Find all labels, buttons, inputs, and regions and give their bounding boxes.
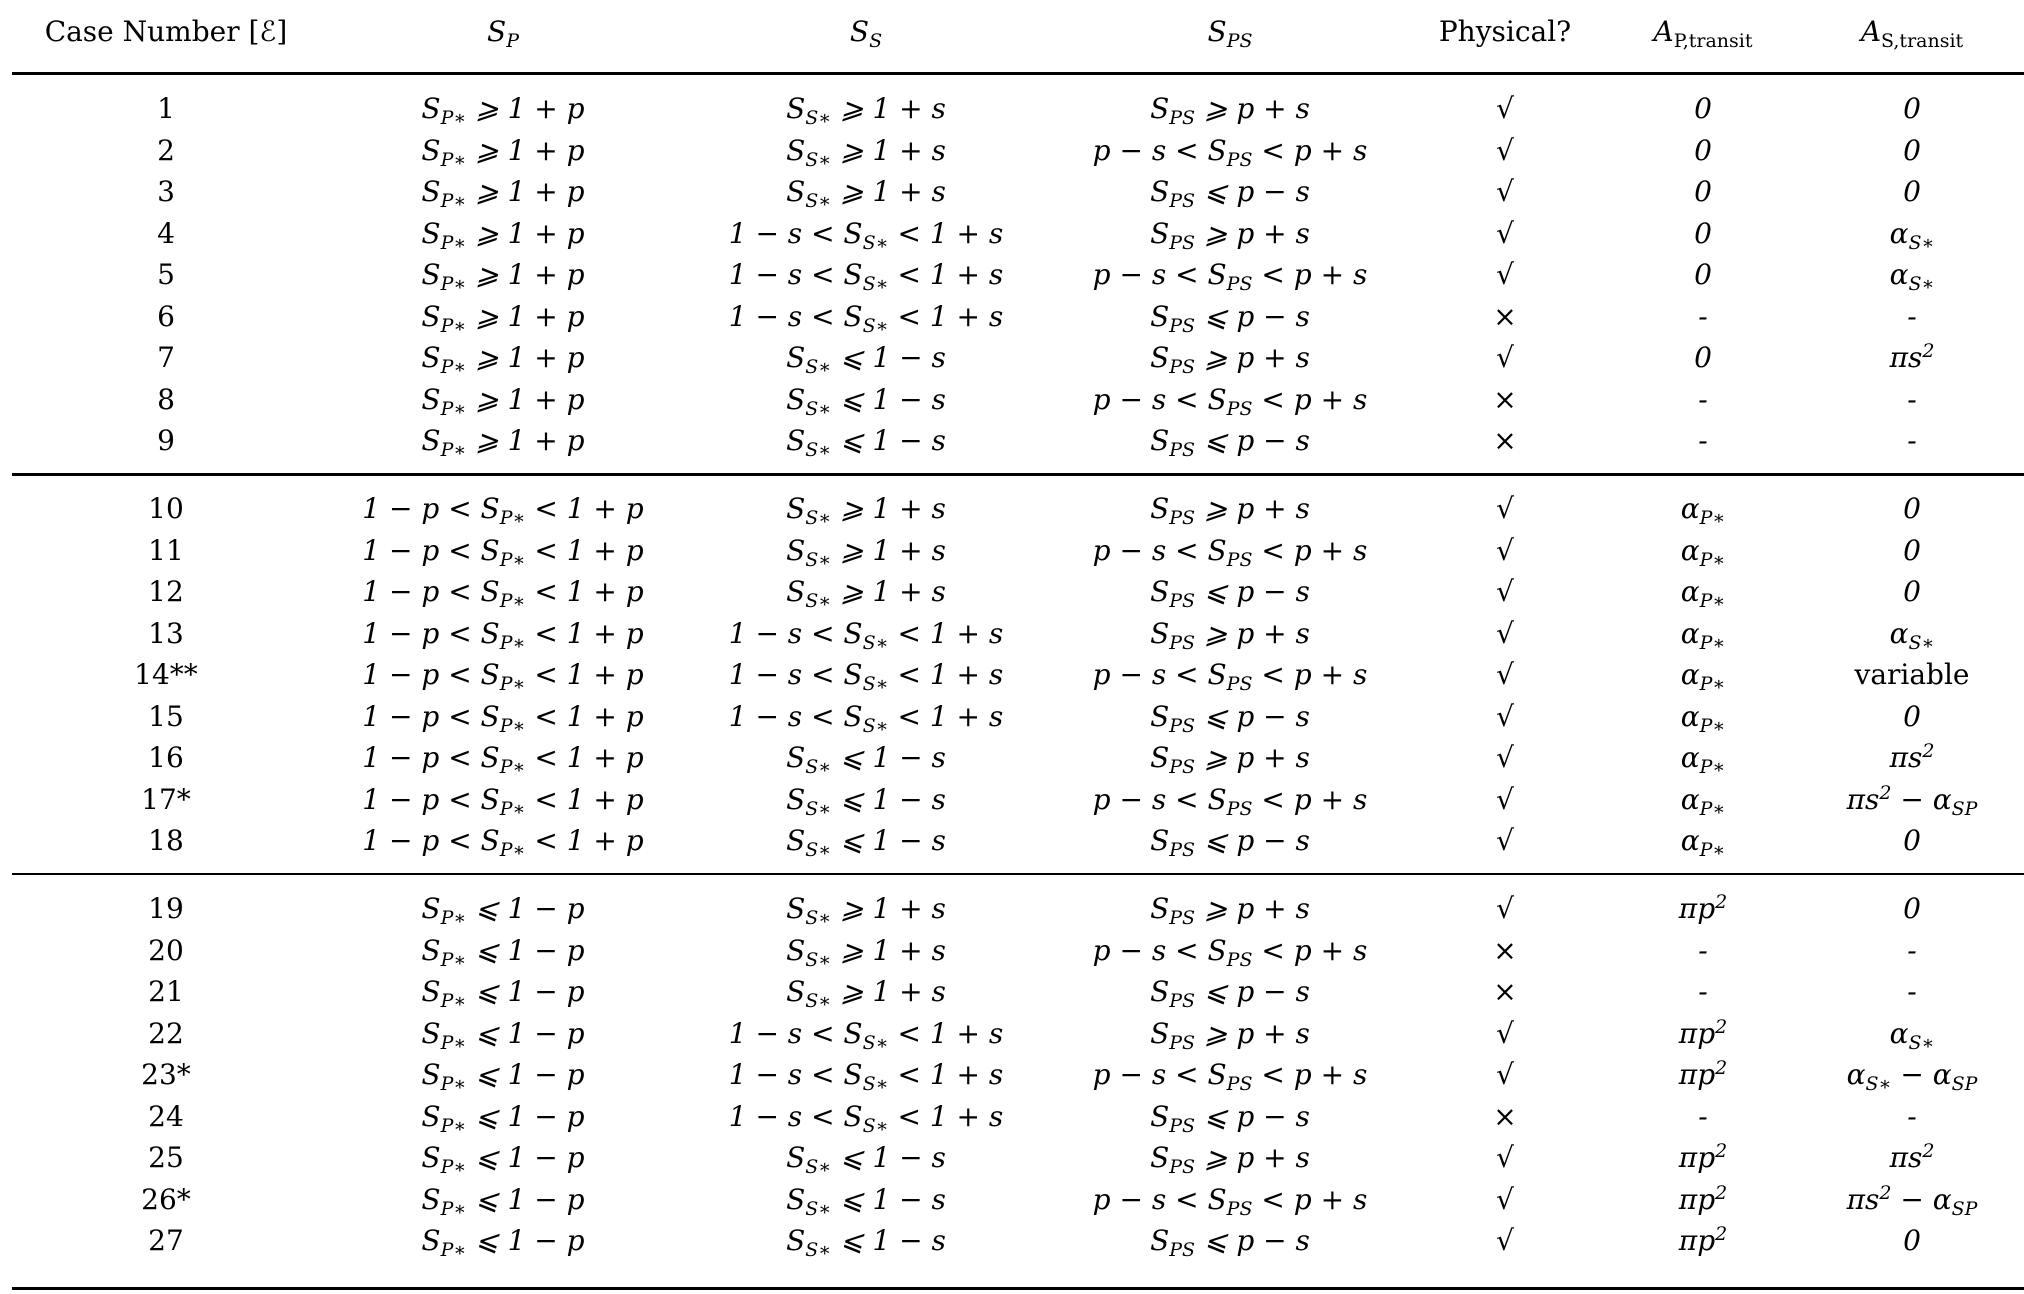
sps-condition: $S_{PS}$ ⩽ p − s: [1150, 975, 1310, 1012]
as-transit-value: -: [1907, 299, 1917, 333]
sps-condition: $p - s < S_{PS} < p + s$: [1092, 133, 1368, 171]
as-transit-value: 0: [1903, 1224, 1921, 1257]
table-row: [0, 88, 2024, 129]
sp-condition: $S_{P∗}$ ⩾ 1 + p: [421, 299, 585, 337]
as-transit-value: $\alpha_{S∗}$: [1889, 258, 1935, 295]
sps-condition: $S_{PS}$ ⩾ p + s: [1150, 616, 1310, 654]
header-physical: [1439, 2, 1571, 62]
header-ap-subscript: P,transit: [1673, 30, 1753, 52]
physical-mark: √: [1496, 741, 1514, 774]
case-number: 6: [157, 299, 175, 333]
as-transit-value: -: [1907, 975, 1917, 1008]
table-row: [0, 613, 2024, 654]
ap-transit-value: $\alpha_{P∗}$: [1680, 699, 1726, 737]
physical-mark: √: [1496, 892, 1514, 925]
case-number: 24: [148, 1099, 184, 1133]
as-transit-value: 0: [1903, 824, 1921, 857]
physical-mark: √: [1496, 1141, 1514, 1174]
as-transit-value: 0: [1903, 892, 1921, 925]
as-transit-value: -: [1907, 933, 1917, 967]
sp-condition: $1 - p < S_{P∗} < 1 + p$: [362, 616, 644, 654]
table-row: [0, 254, 2024, 295]
rule-bottom: [12, 1287, 2024, 1290]
sp-condition: $1 - p < S_{P∗} < 1 + p$: [362, 492, 644, 529]
sp-condition: $S_{P∗}$ ⩾ 1 + p: [421, 216, 585, 254]
sps-condition: $S_{PS}$ ⩽ p − s: [1150, 1099, 1310, 1137]
sp-condition: $S_{P∗}$ ⩾ 1 + p: [421, 133, 585, 171]
sp-condition: $S_{P∗}$ ⩽ 1 − p: [421, 1016, 585, 1054]
sp-condition: $1 - p < S_{P∗} < 1 + p$: [362, 699, 644, 737]
case-number: 26*: [141, 1182, 191, 1216]
case-number: 17*: [141, 782, 191, 816]
physical-mark: √: [1496, 1058, 1514, 1091]
physical-mark: √: [1496, 824, 1514, 857]
case-number: 27: [148, 1224, 184, 1257]
as-transit-value: $\alpha_{S∗}$: [1889, 1016, 1935, 1054]
sp-condition: $1 - p < S_{P∗} < 1 + p$: [362, 824, 644, 861]
header-sp-symbol: S: [487, 15, 507, 48]
ss-condition: $S_{S∗}$ ⩾ 1 + s: [786, 175, 946, 212]
rule-group-2: [12, 873, 2024, 875]
ss-condition: $1 - s < S_{S∗} < 1 + s$: [728, 258, 1004, 295]
table-row: [0, 696, 2024, 737]
header-ap-symbol: A: [1653, 15, 1674, 48]
sp-condition: $S_{P∗}$ ⩽ 1 − p: [421, 1141, 585, 1178]
as-transit-value: 0: [1903, 92, 1921, 125]
as-transit-value: $\alpha_{S∗}$: [1889, 216, 1935, 254]
table-header: [0, 2, 2024, 52]
physical-mark: ×: [1493, 975, 1517, 1008]
case-number: 15: [148, 699, 184, 733]
case-number: 11: [148, 533, 184, 567]
sp-condition: $S_{P∗}$ ⩾ 1 + p: [421, 258, 585, 295]
table-row: [0, 171, 2024, 212]
case-number: 2: [157, 133, 175, 167]
sps-condition: $S_{PS}$ ⩾ p + s: [1150, 92, 1310, 129]
physical-mark: √: [1496, 133, 1514, 167]
case-number: 21: [148, 975, 184, 1008]
physical-mark: ×: [1493, 382, 1517, 416]
ss-condition: $1 - s < S_{S∗} < 1 + s$: [728, 658, 1004, 695]
case-number: 9: [157, 424, 175, 457]
sps-condition: $S_{PS}$ ⩽ p − s: [1150, 299, 1310, 337]
physical-mark: √: [1496, 492, 1514, 525]
ap-transit-value: 0: [1694, 216, 1712, 250]
ap-transit-value: -: [1698, 299, 1708, 333]
header-ss-subscript: S: [869, 30, 883, 52]
ss-condition: $S_{S∗}$ ⩾ 1 + s: [786, 492, 946, 529]
case-number: 5: [157, 258, 175, 291]
ap-transit-value: $\alpha_{P∗}$: [1680, 575, 1726, 612]
sps-condition: $S_{PS}$ ⩾ p + s: [1150, 492, 1310, 529]
ss-condition: $S_{S∗}$ ⩽ 1 − s: [786, 424, 946, 461]
sps-condition: $p - s < S_{PS} < p + s$: [1092, 782, 1368, 820]
physical-mark: √: [1496, 616, 1514, 650]
ap-transit-value: -: [1698, 424, 1708, 457]
sps-condition: $S_{PS}$ ⩽ p − s: [1150, 699, 1310, 737]
header-ss-symbol: S: [849, 15, 870, 48]
ap-transit-value: $\alpha_{P∗}$: [1680, 533, 1726, 571]
table-row: [0, 1013, 2024, 1054]
table-row: [0, 420, 2024, 461]
sps-condition: $S_{PS}$ ⩾ p + s: [1150, 892, 1310, 929]
sp-condition: $1 - p < S_{P∗} < 1 + p$: [362, 658, 644, 695]
sp-condition: $S_{P∗}$ ⩽ 1 − p: [421, 975, 585, 1012]
physical-mark: √: [1496, 175, 1514, 208]
ap-transit-value: 0: [1694, 92, 1712, 125]
ss-condition: $S_{S∗}$ ⩾ 1 + s: [786, 933, 946, 971]
ap-transit-value: 0: [1694, 175, 1712, 208]
table-row: [0, 130, 2024, 171]
case-number: 20: [148, 933, 184, 967]
table-row: [0, 1096, 2024, 1137]
ss-condition: $S_{S∗}$ ⩾ 1 + s: [786, 133, 946, 171]
ap-transit-value: -: [1698, 382, 1708, 416]
case-number: 7: [157, 341, 175, 374]
table-row: [0, 888, 2024, 929]
table-row: [0, 654, 2024, 695]
ap-transit-value: $\alpha_{P∗}$: [1680, 824, 1726, 861]
case-number: 10: [148, 492, 184, 525]
ss-condition: $S_{S∗}$ ⩾ 1 + s: [786, 575, 946, 612]
as-transit-value: $\pi s^2$: [1889, 1140, 1935, 1174]
header-case-label: Case Number [ℰ]: [44, 15, 288, 48]
ap-transit-value: $\pi p^2$: [1678, 1181, 1728, 1216]
case-number: 3: [157, 175, 175, 208]
sps-condition: $p - s < S_{PS} < p + s$: [1092, 1058, 1368, 1095]
physical-mark: √: [1496, 699, 1514, 733]
ss-condition: $S_{S∗}$ ⩽ 1 − s: [786, 382, 946, 420]
ss-condition: $S_{S∗}$ ⩽ 1 − s: [786, 341, 946, 378]
sps-condition: $S_{PS}$ ⩾ p + s: [1150, 1016, 1310, 1054]
case-number: 18: [148, 824, 184, 857]
sps-condition: $p - s < S_{PS} < p + s$: [1092, 933, 1368, 971]
table-row: [0, 1054, 2024, 1095]
sps-condition: $p - s < S_{PS} < p + s$: [1092, 382, 1368, 420]
physical-mark: √: [1496, 533, 1514, 567]
header-sp-subscript: P: [506, 30, 519, 52]
ap-transit-value: $\alpha_{P∗}$: [1680, 658, 1726, 695]
ss-condition: $S_{S∗}$ ⩽ 1 − s: [786, 1182, 946, 1220]
ap-transit-value: $\pi p^2$: [1678, 1223, 1728, 1257]
physical-mark: √: [1496, 216, 1514, 250]
as-transit-value: 0: [1903, 175, 1921, 208]
sp-condition: $S_{P∗}$ ⩾ 1 + p: [421, 92, 585, 129]
as-transit-value: -: [1907, 382, 1917, 416]
physical-mark: ×: [1493, 299, 1517, 333]
table-row: [0, 488, 2024, 529]
case-number: 13: [148, 616, 184, 650]
ap-transit-value: $\pi p^2$: [1678, 891, 1728, 925]
sp-condition: $S_{P∗}$ ⩾ 1 + p: [421, 382, 585, 420]
physical-mark: ×: [1493, 933, 1517, 967]
sp-condition: $S_{P∗}$ ⩽ 1 − p: [421, 1099, 585, 1137]
sps-condition: $S_{PS}$ ⩽ p − s: [1150, 824, 1310, 861]
table-row: [0, 530, 2024, 571]
as-transit-value: $\pi s^2 - \alpha_{SP}$: [1846, 781, 1978, 820]
as-transit-value: 0: [1903, 699, 1921, 733]
sp-condition: $S_{P∗}$ ⩽ 1 − p: [421, 1224, 585, 1261]
ap-transit-value: $\pi p^2$: [1678, 1057, 1728, 1091]
physical-mark: √: [1496, 658, 1514, 691]
ss-condition: $S_{S∗}$ ⩽ 1 − s: [786, 782, 946, 820]
as-transit-value: 0: [1903, 575, 1921, 608]
ss-condition: $S_{S∗}$ ⩽ 1 − s: [786, 1141, 946, 1178]
ss-condition: $S_{S∗}$ ⩽ 1 − s: [786, 824, 946, 861]
as-transit-value: 0: [1903, 533, 1921, 567]
ap-transit-value: 0: [1694, 133, 1712, 167]
table-row: [0, 779, 2024, 820]
as-transit-value: -: [1907, 424, 1917, 457]
sp-condition: $S_{P∗}$ ⩽ 1 − p: [421, 1058, 585, 1095]
case-number: 12: [148, 575, 184, 608]
case-number: 8: [157, 382, 175, 416]
header-ss: [850, 2, 882, 62]
sps-condition: $p - s < S_{PS} < p + s$: [1092, 533, 1368, 571]
ap-transit-value: 0: [1694, 258, 1712, 291]
sp-condition: $S_{P∗}$ ⩽ 1 − p: [421, 1182, 585, 1220]
physical-mark: √: [1496, 575, 1514, 608]
case-number: 16: [148, 741, 184, 774]
ss-condition: $S_{S∗}$ ⩾ 1 + s: [786, 533, 946, 571]
ap-transit-value: -: [1698, 1099, 1708, 1133]
sps-condition: $S_{PS}$ ⩾ p + s: [1150, 741, 1310, 778]
header-as-subscript: S,transit: [1881, 30, 1964, 52]
case-number: 23*: [141, 1058, 191, 1091]
physical-mark: √: [1496, 341, 1514, 374]
sps-condition: $S_{PS}$ ⩽ p − s: [1150, 175, 1310, 212]
case-number: 22: [148, 1016, 184, 1050]
as-transit-value: $\pi s^2 - \alpha_{SP}$: [1846, 1181, 1978, 1220]
ss-condition: $S_{S∗}$ ⩾ 1 + s: [786, 92, 946, 129]
physical-mark: √: [1496, 1016, 1514, 1050]
table-row: [0, 1137, 2024, 1178]
header-physical-label: Physical?: [1438, 15, 1572, 48]
physical-mark: √: [1496, 782, 1514, 816]
ap-transit-value: $\pi p^2$: [1678, 1140, 1728, 1174]
case-number: 1: [157, 92, 175, 125]
sp-condition: $S_{P∗}$ ⩾ 1 + p: [421, 424, 585, 461]
ss-condition: $1 - s < S_{S∗} < 1 + s$: [728, 1058, 1004, 1095]
as-transit-value: $\alpha_{S∗} - \alpha_{SP}$: [1846, 1058, 1978, 1095]
sps-condition: $S_{PS}$ ⩽ p − s: [1150, 1224, 1310, 1261]
table-row: [0, 1220, 2024, 1261]
table-row: [0, 930, 2024, 971]
sps-condition: $S_{PS}$ ⩾ p + s: [1150, 341, 1310, 378]
ap-transit-value: $\pi p^2$: [1678, 1015, 1728, 1050]
sps-condition: $p - s < S_{PS} < p + s$: [1092, 258, 1368, 295]
ss-condition: $1 - s < S_{S∗} < 1 + s$: [728, 1016, 1004, 1054]
table-row: [0, 971, 2024, 1012]
ap-transit-value: -: [1698, 975, 1708, 1008]
as-transit-value: variable: [1854, 658, 1970, 691]
ss-condition: $S_{S∗}$ ⩾ 1 + s: [786, 975, 946, 1012]
ss-condition: $S_{S∗}$ ⩽ 1 − s: [786, 741, 946, 778]
case-number: 19: [148, 892, 184, 925]
table-row: [0, 1179, 2024, 1220]
as-transit-value: 0: [1903, 133, 1921, 167]
physical-mark: √: [1496, 258, 1514, 291]
ap-transit-value: $\alpha_{P∗}$: [1680, 492, 1726, 529]
as-transit-value: -: [1907, 1099, 1917, 1133]
as-transit-value: $\pi s^2$: [1889, 340, 1935, 374]
table-row: [0, 213, 2024, 254]
header-sps-subscript: PS: [1226, 30, 1253, 52]
as-transit-value: $\pi s^2$: [1889, 740, 1935, 774]
sp-condition: $1 - p < S_{P∗} < 1 + p$: [362, 575, 644, 612]
ap-transit-value: 0: [1694, 341, 1712, 374]
physical-mark: ×: [1493, 1099, 1517, 1133]
table-row: [0, 820, 2024, 861]
sp-condition: $S_{P∗}$ ⩽ 1 − p: [421, 933, 585, 971]
table-row: [0, 379, 2024, 420]
header-sps: [1208, 2, 1253, 62]
case-number: 4: [157, 216, 175, 250]
header-ap-transit: [1654, 2, 1753, 62]
table-row: [0, 737, 2024, 778]
sps-condition: $S_{PS}$ ⩽ p − s: [1150, 575, 1310, 612]
as-transit-value: $\alpha_{S∗}$: [1889, 616, 1935, 654]
physical-mark: √: [1496, 1224, 1514, 1257]
header-sp: [487, 2, 519, 62]
ss-condition: $1 - s < S_{S∗} < 1 + s$: [728, 216, 1004, 254]
sp-condition: $S_{P∗}$ ⩽ 1 − p: [421, 892, 585, 929]
sp-condition: $1 - p < S_{P∗} < 1 + p$: [362, 741, 644, 778]
ap-transit-value: $\alpha_{P∗}$: [1680, 741, 1726, 778]
header-sps-symbol: S: [1207, 15, 1227, 48]
as-transit-value: 0: [1903, 492, 1921, 525]
ap-transit-value: -: [1698, 933, 1708, 967]
sps-condition: $S_{PS}$ ⩾ p + s: [1150, 216, 1310, 254]
physical-mark: ×: [1493, 424, 1517, 457]
physical-mark: √: [1496, 92, 1514, 125]
ss-condition: $1 - s < S_{S∗} < 1 + s$: [728, 699, 1004, 737]
ss-condition: $1 - s < S_{S∗} < 1 + s$: [728, 299, 1004, 337]
case-number: 25: [148, 1141, 184, 1174]
sps-condition: $S_{PS}$ ⩾ p + s: [1150, 1141, 1310, 1178]
sp-condition: $1 - p < S_{P∗} < 1 + p$: [362, 782, 644, 820]
header-case-number: [45, 2, 288, 62]
ss-condition: $1 - s < S_{S∗} < 1 + s$: [728, 1099, 1004, 1137]
sp-condition: $1 - p < S_{P∗} < 1 + p$: [362, 533, 644, 571]
physical-mark: √: [1496, 1182, 1514, 1216]
table-row: [0, 296, 2024, 337]
ap-transit-value: $\alpha_{P∗}$: [1680, 782, 1726, 820]
case-number: 14**: [134, 658, 198, 691]
sp-condition: $S_{P∗}$ ⩾ 1 + p: [421, 341, 585, 378]
table-row: [0, 571, 2024, 612]
table-row: [0, 337, 2024, 378]
ss-condition: $1 - s < S_{S∗} < 1 + s$: [728, 616, 1004, 654]
header-as-transit: [1861, 2, 1963, 62]
ss-condition: $S_{S∗}$ ⩾ 1 + s: [786, 892, 946, 929]
ap-transit-value: $\alpha_{P∗}$: [1680, 616, 1726, 654]
sps-condition: $p - s < S_{PS} < p + s$: [1092, 658, 1368, 695]
rule-header: [12, 72, 2024, 75]
rule-group-1: [12, 473, 2024, 476]
sp-condition: $S_{P∗}$ ⩾ 1 + p: [421, 175, 585, 212]
header-as-symbol: A: [1860, 15, 1882, 48]
ss-condition: $S_{S∗}$ ⩽ 1 − s: [786, 1224, 946, 1261]
sps-condition: $S_{PS}$ ⩽ p − s: [1150, 424, 1310, 461]
sps-condition: $p - s < S_{PS} < p + s$: [1092, 1182, 1368, 1220]
